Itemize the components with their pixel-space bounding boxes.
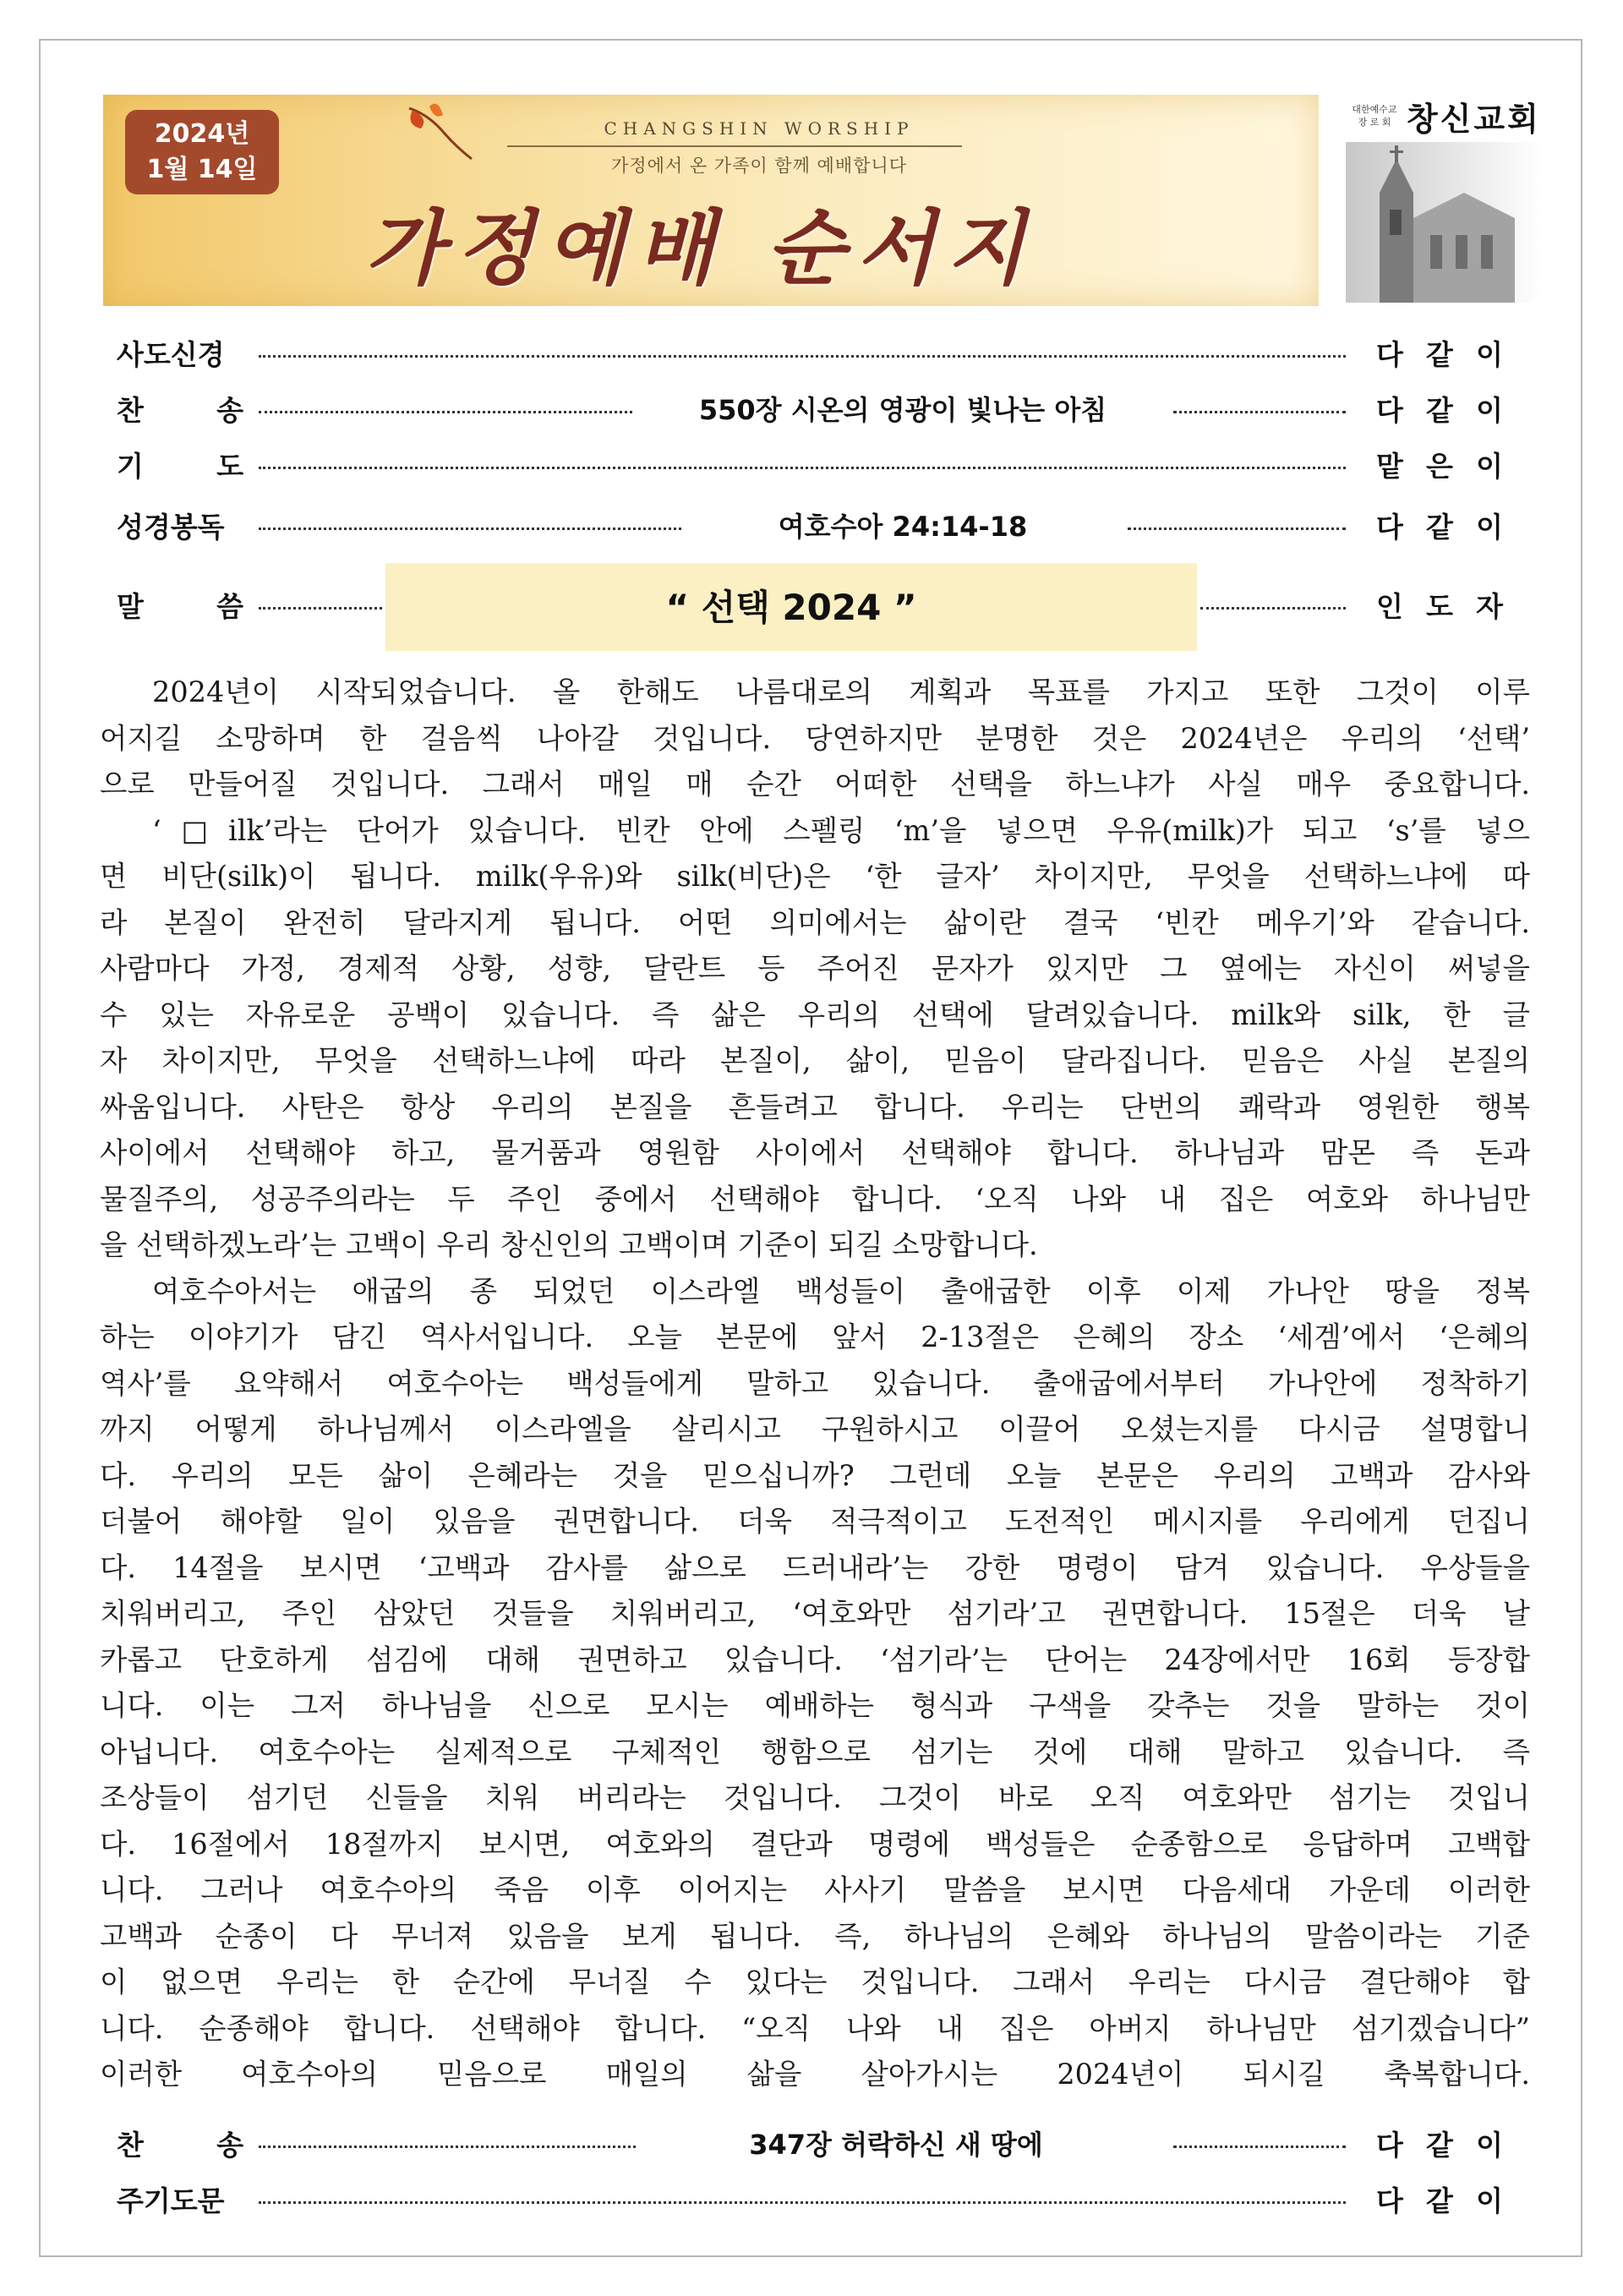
denomination-line-2: 장 로 회 <box>1358 117 1391 128</box>
body-line: 니다. 순종해야 합니다. 선택해야 합니다. “오직 나와 내 집은 아버지 하나님만 섬기겠습니다” <box>100 2011 1530 2045</box>
worship-english-title: CHANGSHIN WORSHIP <box>604 118 915 139</box>
order-label <box>117 2124 243 2163</box>
hymn-title: 347장 허락하신 새 땅에 <box>749 2129 1043 2161</box>
leader-char: 인 <box>1376 590 1403 623</box>
body-line: 카롭고 단호하게 섬김에 대해 권면하고 있습니다. ‘섬기라’는 단어는 24장에서만 16회 등장합 <box>100 1643 1530 1676</box>
body-line: 다. 우리의 모든 삶이 은혜라는 것을 믿으십니까? 그런데 오늘 본문은 우리의 고백과 감사와 <box>100 1458 1530 1492</box>
body-line: 사람마다 가정, 경제적 상황, 성향, 달란트 등 주어진 문자가 있지만 그 옆에는 자신이 써넣을 <box>100 952 1530 985</box>
order-label: 성경봉독 <box>117 511 225 544</box>
label-char: 도 <box>216 450 243 483</box>
dot-leader <box>1128 528 1346 530</box>
order-leader <box>1376 585 1503 625</box>
leader-char: 이 <box>1476 394 1503 427</box>
leader-char: 같 <box>1426 2129 1453 2162</box>
leader-char: 다 <box>1376 2129 1403 2162</box>
leader-char: 이 <box>1476 2129 1503 2162</box>
sermon-title: “ 선택 2024 ” <box>665 587 917 628</box>
body-line: 니다. 이는 그저 하나님을 신으로 모시는 예배하는 형식과 구색을 갖추는 것을 말하는 것이 <box>100 1689 1530 1722</box>
body-line: 으로 만들어질 것입니다. 그래서 매일 매 순간 어떠한 선택을 하느냐가 사실 매우 중요합니다. <box>100 768 1530 801</box>
order-row-hymn-1 <box>117 389 1503 429</box>
order-row-hymn-2 <box>117 2124 1503 2164</box>
leader-char: 이 <box>1476 511 1503 544</box>
leader-char: 다 <box>1376 338 1403 371</box>
body-line: 이러한 여호수아의 믿음으로 매일의 삶을 살아가시는 2024년이 되시길 축복합니다. <box>100 2058 1530 2091</box>
leader-char: 같 <box>1426 394 1453 427</box>
leader-char: 도 <box>1426 590 1453 623</box>
order-label <box>117 585 243 625</box>
leader-char: 같 <box>1426 338 1453 371</box>
leader-char: 다 <box>1376 511 1403 544</box>
body-line: 다. 16절에서 18절까지 보시면, 여호와의 결단과 명령에 백성들은 순종함으로 응답하며 고백합 <box>100 1827 1530 1861</box>
order-row-reading <box>117 506 1503 546</box>
order-leader <box>1376 333 1503 373</box>
leader-char: 같 <box>1426 511 1453 544</box>
leader-char: 은 <box>1426 450 1453 483</box>
order-row-prayer <box>117 445 1503 485</box>
order-label: 사도신경 <box>117 338 225 371</box>
body-line: 아닙니다. 여호수아는 실제적으로 구체적인 행함으로 섬기는 것에 대해 말하고 있습니다. 즉 <box>100 1735 1530 1768</box>
leader-char: 자 <box>1476 590 1503 623</box>
header-rule <box>507 145 962 147</box>
denomination <box>1347 103 1402 128</box>
body-line: 물질주의, 성공주의라는 두 주인 중에서 선택해야 합니다. ‘오직 나와 내 집은 여호와 하나님만 <box>100 1182 1530 1216</box>
body-line: 여호수아서는 애굽의 종 되었던 이스라엘 백성들이 출애굽한 이후 이제 가나안 땅을 정복 <box>152 1274 1530 1308</box>
order-leader <box>1376 389 1503 429</box>
body-line: 이 없으면 우리는 한 순간에 무너질 수 있다는 것입니다. 그래서 우리는 다시금 결단해야 합 <box>100 1965 1530 1998</box>
label-char: 말 <box>117 590 144 623</box>
order-leader <box>1376 2124 1503 2163</box>
body-line: 면 비단(silk)이 됩니다. milk(우유)와 silk(비단)은 ‘한 글자’ 차이지만, 무엇을 선택하느냐에 따 <box>100 860 1530 893</box>
leader-char: 이 <box>1476 338 1503 371</box>
date-year: 2024년 <box>154 119 250 149</box>
body-line: 역사’를 요약해서 여호수아는 백성들에게 말하고 있습니다. 출애굽에서부터 가나안에 정착하기 <box>100 1366 1530 1400</box>
church-name: 창신교회 <box>1407 100 1541 138</box>
label-char: 송 <box>216 2129 243 2162</box>
leader-char: 이 <box>1476 2184 1503 2217</box>
body-line: ‘□ilk’라는 단어가 있습니다. 빈칸 안에 스펠링 ‘m’을 넣으면 우유(milk)가 되고 ‘s’를 넣으 <box>152 813 1530 847</box>
dot-leader <box>259 528 681 530</box>
order-leader <box>1376 2179 1503 2219</box>
order-row-lords-prayer <box>117 2179 1503 2220</box>
dot-leader <box>259 607 382 610</box>
leader-char: 맡 <box>1376 450 1403 483</box>
body-line: 치워버리고, 주인 삼았던 것들을 치워버리고, ‘여호와만 섬기라’고 권면합니다. 15절은 더욱 날 <box>100 1597 1530 1630</box>
scripture-reference: 여호수아 24:14-18 <box>778 511 1028 543</box>
dot-leader <box>1200 607 1346 610</box>
worship-korean-subtitle: 가정에서 온 가족이 함께 예배합니다 <box>611 156 907 176</box>
label-char: 찬 <box>117 394 144 427</box>
leader-char: 다 <box>1376 2184 1403 2217</box>
sermon-body <box>100 670 1530 2098</box>
body-line: 더불어 해야할 일이 있음을 권면합니다. 더욱 적극적이고 도전적인 메시지를 우리에게 던집니 <box>100 1505 1530 1538</box>
date-day: 1월 14일 <box>146 155 258 184</box>
order-label: 주기도문 <box>117 2184 225 2217</box>
dot-leader <box>259 2201 1346 2204</box>
page-title: 가정예배 순서지 <box>365 200 1037 296</box>
label-char: 찬 <box>117 2129 144 2162</box>
order-label <box>117 389 243 429</box>
denomination-line-1: 대한예수교 <box>1352 104 1397 115</box>
body-line: 다. 14절을 보시면 ‘고백과 감사를 삶으로 드러내라’는 강한 명령이 담겨 있습니다. 우상들을 <box>100 1550 1530 1584</box>
date-badge <box>125 110 279 194</box>
dot-leader <box>259 2146 636 2148</box>
body-line: 싸움입니다. 사탄은 항상 우리의 본질을 흔들려고 합니다. 우리는 단번의 쾌락과 영원한 행복 <box>100 1090 1530 1123</box>
order-leader <box>1376 445 1503 484</box>
label-char: 씀 <box>216 590 243 623</box>
church-logo <box>1347 93 1567 139</box>
order-label <box>117 445 243 484</box>
leader-char: 이 <box>1476 450 1503 483</box>
body-line: 수 있는 자유로운 공백이 있습니다. 즉 삶은 우리의 선택에 달려있습니다. milk와 silk, 한 글 <box>100 998 1530 1031</box>
body-line: 니다. 그러나 여호수아의 죽음 이후 이어지는 사사기 말씀을 보시면 다음세대 가운데 이러한 <box>100 1873 1530 1906</box>
body-line: 자 차이지만, 무엇을 선택하느냐에 따라 본질이, 삶이, 믿음이 달라집니다. 믿음은 사실 본질의 <box>100 1044 1530 1077</box>
body-line: 까지 어떻게 하나님께서 이스라엘을 살리시고 구원하시고 이끌어 오셨는지를 다시금 설명합니 <box>100 1413 1530 1446</box>
dot-leader <box>259 355 1346 358</box>
dot-leader <box>259 411 632 413</box>
dot-leader <box>1173 2146 1346 2148</box>
label-char: 송 <box>216 394 243 427</box>
body-line: 을 선택하겠노라’는 고백이 우리 창신인의 고백이며 기준이 되길 소망합니다. <box>100 1228 1038 1261</box>
body-line: 조상들이 섬기던 신들을 치워 버리라는 것입니다. 그것이 바로 오직 여호와만 섬기는 것입니 <box>100 1781 1530 1814</box>
leaf-icon <box>404 100 475 162</box>
hymn-title: 550장 시온의 영광이 빛나는 아침 <box>698 394 1107 426</box>
leader-char: 다 <box>1376 394 1403 427</box>
order-leader <box>1376 506 1503 545</box>
body-line: 라 본질이 완전히 달라지게 됩니다. 어떤 의미에서는 삶이란 결국 ‘빈칸 메우기’와 같습니다. <box>100 905 1530 939</box>
body-line: 2024년이 시작되었습니다. 올 한해도 나름대로의 계획과 목표를 가지고 또한 그것이 이루 <box>152 675 1530 708</box>
church-building-icon <box>1346 142 1542 303</box>
order-row-creed <box>117 333 1503 374</box>
dot-leader <box>1173 411 1346 413</box>
body-line: 하는 이야기가 담긴 역사서입니다. 오늘 본문에 앞서 2-13절은 은혜의 장소 ‘세겜’에서 ‘은혜의 <box>100 1320 1530 1353</box>
body-line: 어지길 소망하며 한 걸음씩 나아갈 것입니다. 당연하지만 분명한 것은 2024년은 우리의 ‘선택’ <box>100 721 1530 755</box>
label-char: 기 <box>117 450 144 483</box>
body-line: 고백과 순종이 다 무너져 있음을 보게 됩니다. 즉, 하나님의 은혜와 하나님의 말씀이라는 기준 <box>100 1919 1530 1953</box>
dot-leader <box>259 467 1346 469</box>
body-line: 사이에서 선택해야 하고, 물거품과 영원함 사이에서 선택해야 합니다. 하나님과 맘몬 즉 돈과 <box>100 1136 1530 1169</box>
order-row-sermon <box>117 585 1503 626</box>
leader-char: 같 <box>1426 2184 1453 2217</box>
